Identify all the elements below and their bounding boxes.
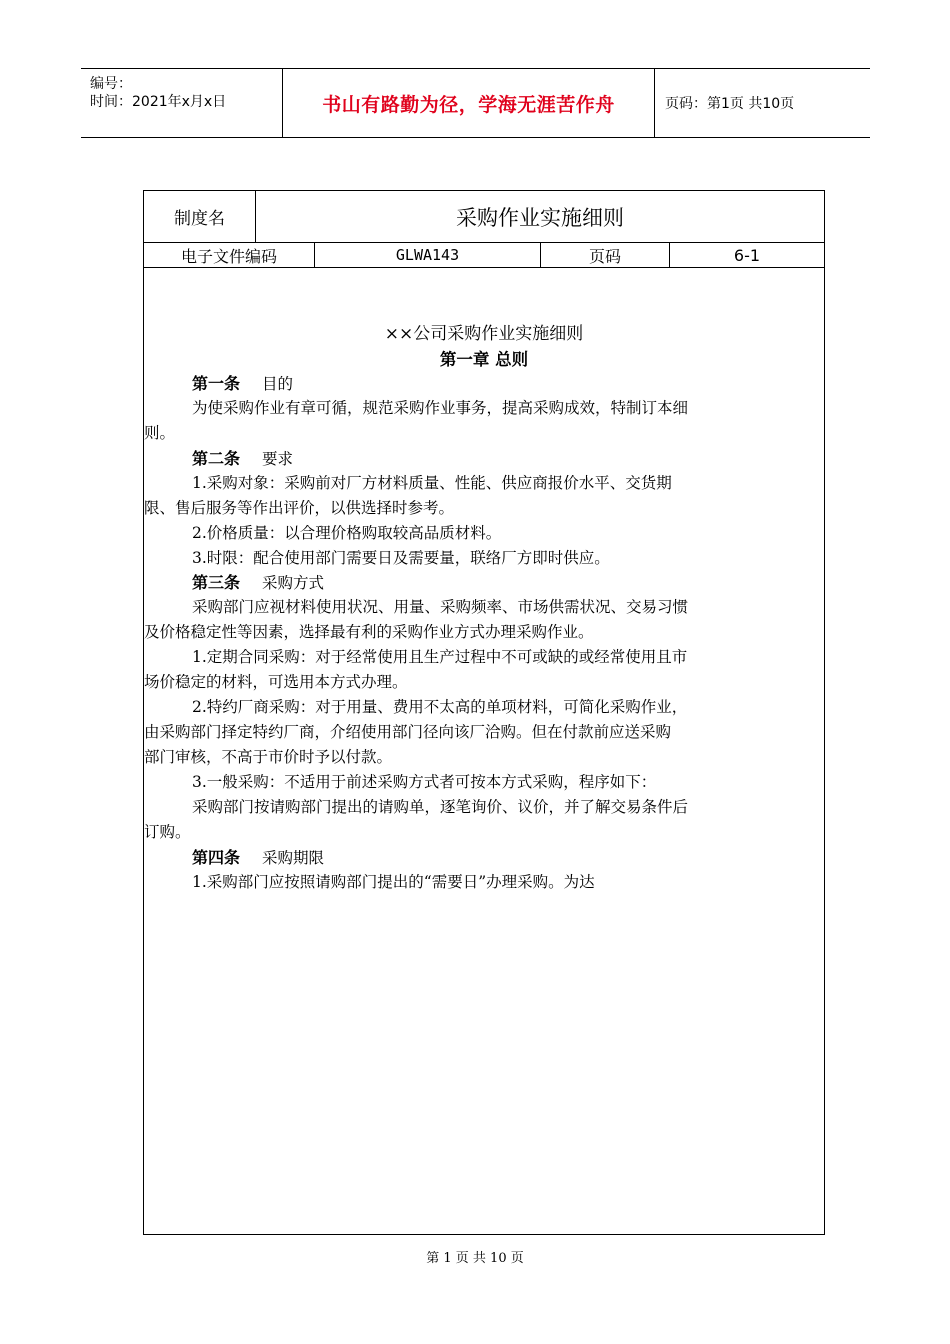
article-2-heading [192,446,293,469]
article-2-number: 第二条 [192,449,241,468]
article-3-title: 采购方式 [262,574,325,592]
article-3-item-2: 2.特约厂商采购：对于用量、费用不太高的单项材料，可简化采购作业， [192,698,688,716]
article-1-title: 目的 [262,375,294,393]
article-2-item-3: 3.时限：配合使用部门需要日及需要量，联络厂方即时供应。 [192,549,610,567]
article-3-text-cont: 及价格稳定性等因素，选择最有利的采购作业方式办理采购作业。 [144,623,594,641]
header-page-cell [655,69,870,137]
file-code-label: 电子文件编码 [144,243,315,267]
article-4-item-1: 1.采购部门应按照请购部门提出的“需要日”办理采购。为达 [192,873,595,891]
date-label: 时间：2021年x月x日 [90,94,227,110]
regulation-name-label: 制度名 [144,191,256,242]
article-1-heading [192,371,293,394]
article-1-text: 为使采购作业有章可循，规范采购作业事务，提高采购成效，特制订本细 [192,399,689,417]
article-1-text-cont: 则。 [144,424,176,442]
header-page-info: 页码：第1页 共10页 [665,96,795,112]
document-title: ××公司采购作业实施细则 [384,324,584,344]
article-2-item-1: 1.采购对象：采购前对厂方材料质量、性能、供应商报价水平、交货期 [192,474,672,492]
regulation-name-value: 采购作业实施细则 [456,205,624,230]
chapter-heading: 第一章 总则 [439,350,529,369]
file-code-value: GLWA143 [315,243,541,267]
header-meta [81,69,282,137]
page-footer: 第 1 页 共 10 页 [426,1251,524,1266]
article-3-item-1-cont: 场价稳定的材料，可选用本方式办理。 [144,673,408,691]
header-motto-cell [282,69,655,137]
article-4-heading [192,845,324,868]
article-1-number: 第一条 [192,374,241,393]
document-frame [143,190,825,1235]
article-4-title: 采购期限 [262,849,325,867]
page-label: 页码 [541,243,670,267]
article-2-item-2: 2.价格质量：以合理价格购取较高品质材料。 [192,524,502,542]
article-3-text-2: 采购部门按请购部门提出的请购单，逐笔询价、议价，并了解交易条件后 [192,798,689,816]
article-3-heading [192,570,324,593]
form-row-name [144,191,824,243]
article-2-title: 要求 [262,450,294,468]
article-3-number: 第三条 [192,573,241,592]
page-header [81,68,870,138]
code-label: 编号： [90,76,132,92]
page-value: 6-1 [733,245,761,265]
article-3-text: 采购部门应视材料使用状况、用量、采购频率、市场供需状况、交易习惯 [192,598,689,616]
article-3-text-2-cont: 订购。 [144,823,191,841]
article-3-item-3: 3.一般采购：不适用于前述采购方式者可按本方式采购，程序如下： [192,773,657,791]
form-row-code [144,243,824,268]
article-4-number: 第四条 [192,848,241,867]
article-2-item-1-cont: 限、售后服务等作出评价，以供选择时参考。 [144,499,455,517]
article-3-item-1: 1.定期合同采购：对于经常使用且生产过程中不可或缺的或经常使用且市 [192,648,688,666]
article-3-item-2-cont: 由采购部门择定特约厂商，介绍使用部门径向该厂洽购。但在付款前应送采购 [144,723,672,741]
article-3-item-2-cont-2: 部门审核，不高于市价时予以付款。 [144,748,393,766]
motto-text: 书山有路勤为径，学海无涯苦作舟 [322,94,615,116]
